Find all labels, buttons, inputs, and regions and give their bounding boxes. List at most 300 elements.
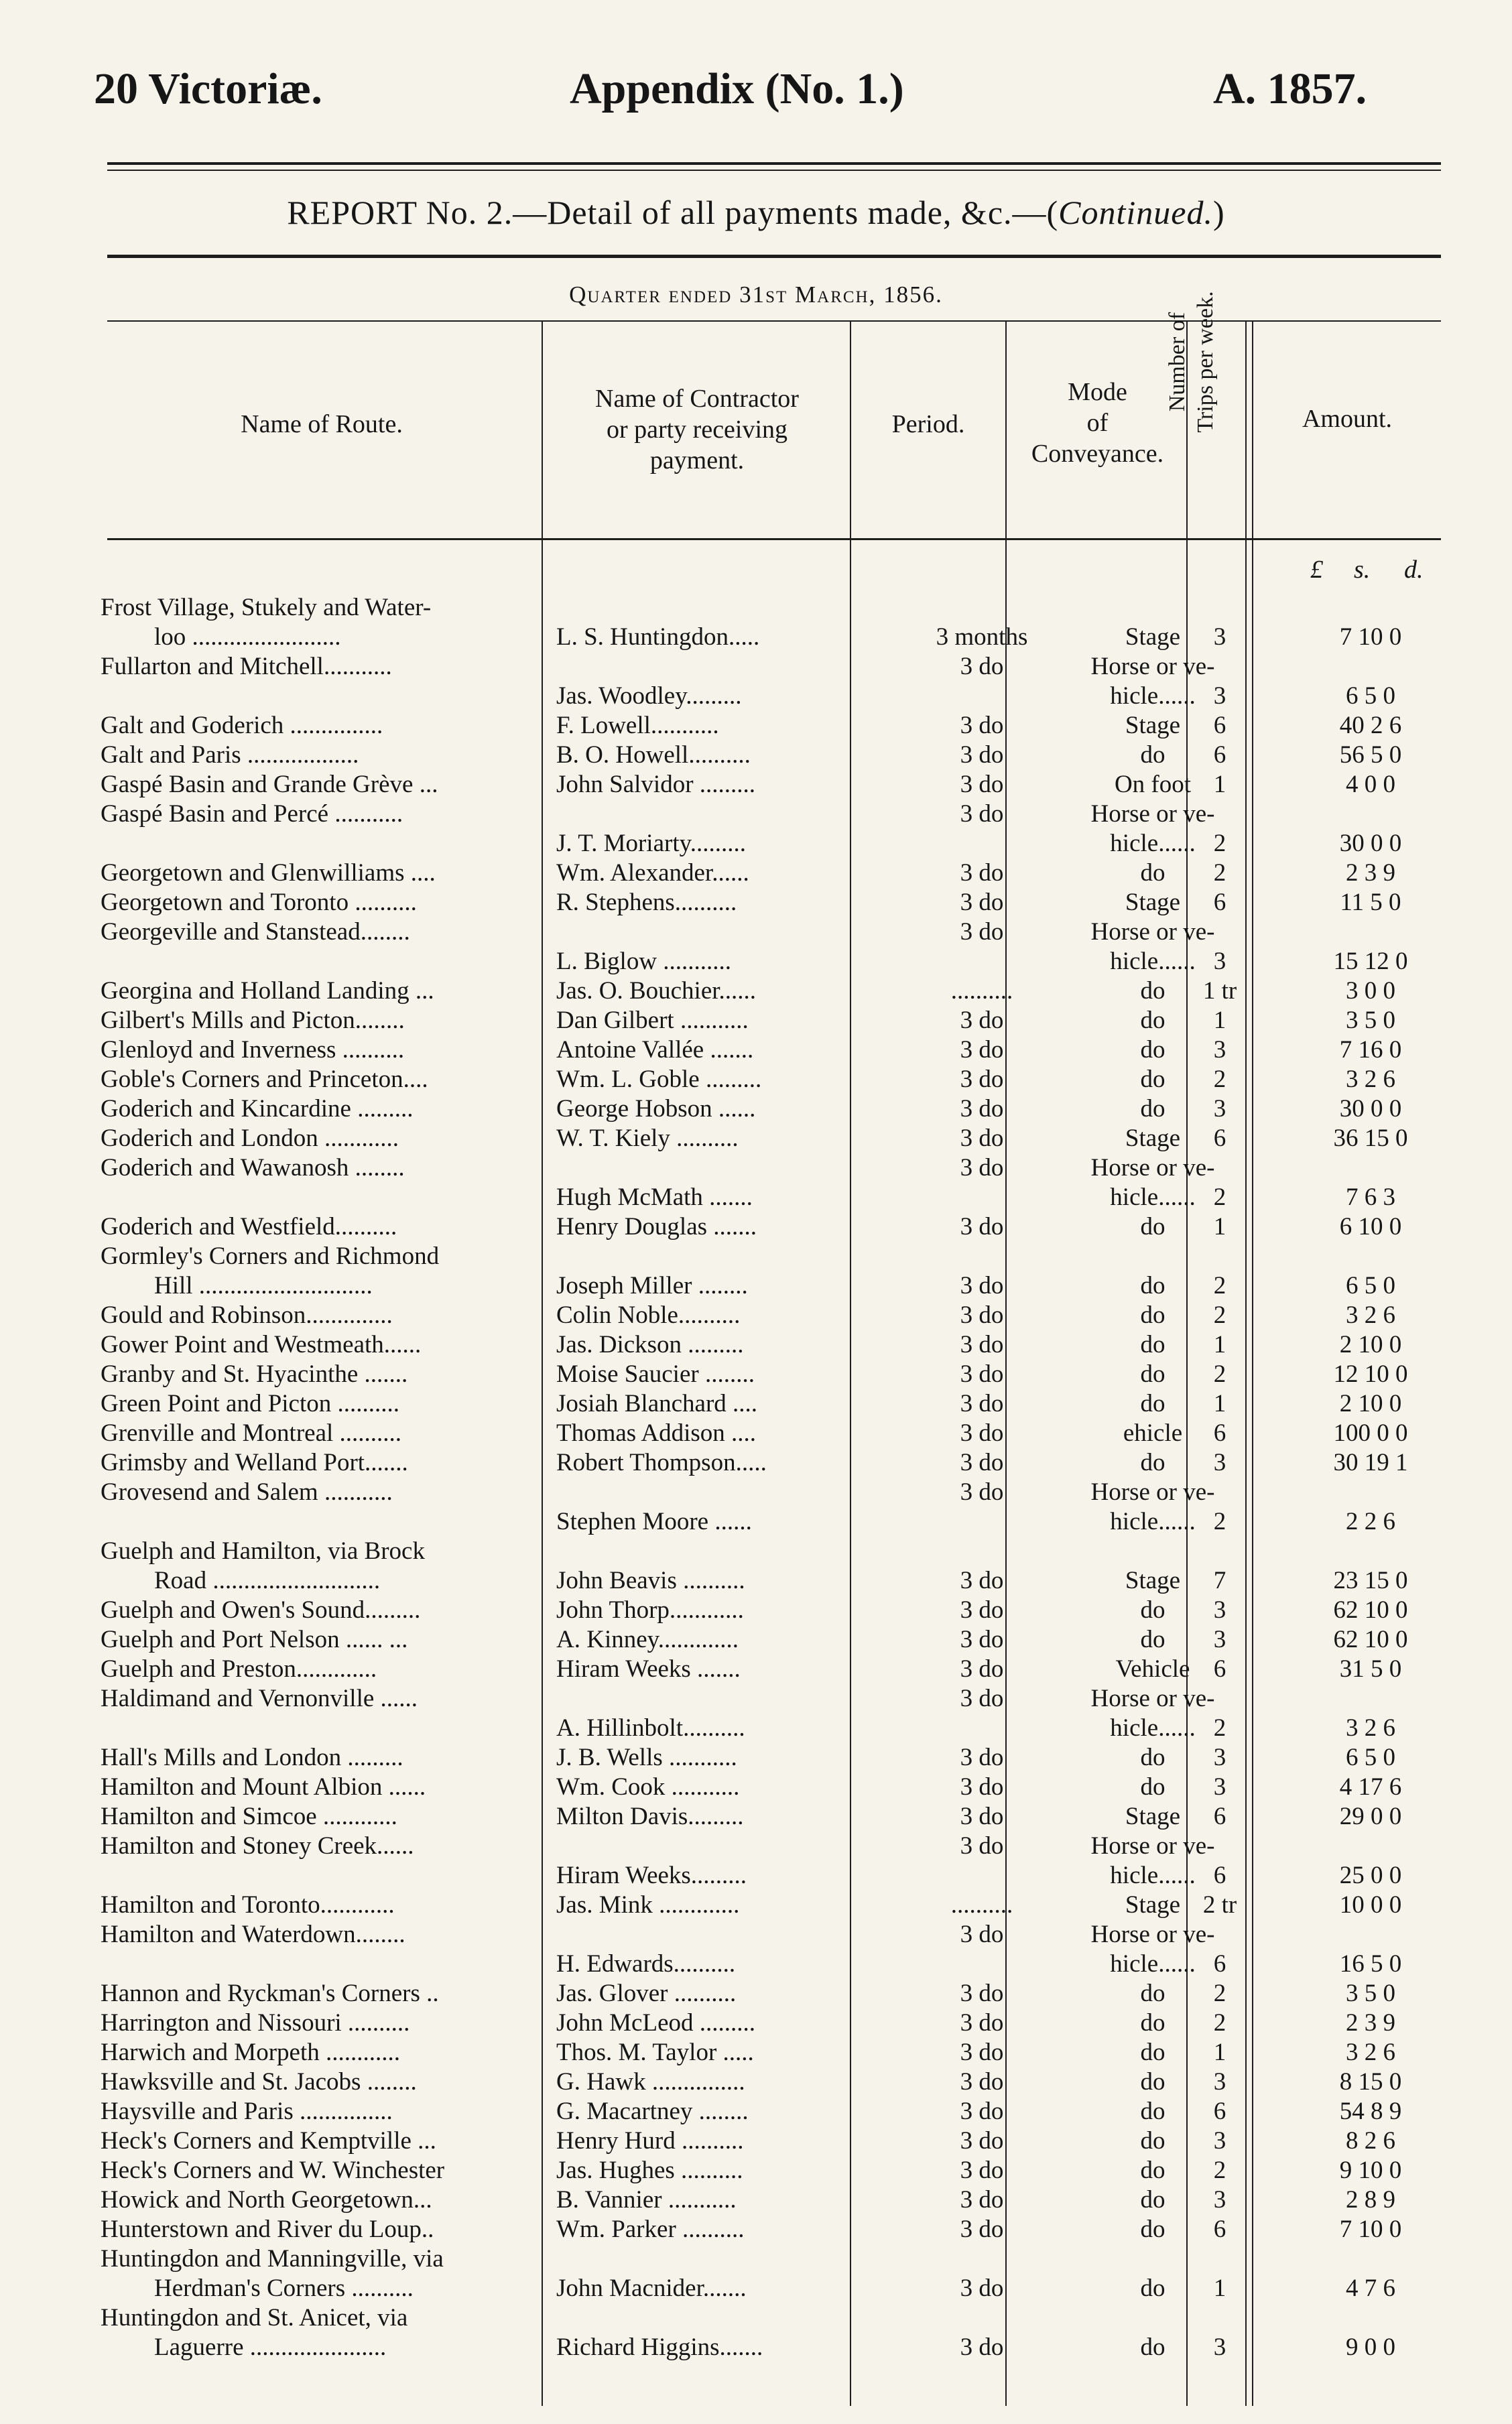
contractor-name: Hiram Weeks.........	[556, 1862, 747, 1889]
table-row	[101, 2008, 1448, 2038]
amount: 62 10 0	[1333, 1626, 1408, 1653]
route-name: loo ........................	[154, 623, 341, 651]
period: ..........	[950, 1891, 1013, 1919]
route-name: Gilbert's Mills and Picton........	[101, 1007, 405, 1034]
trips-per-week: 3	[1213, 1449, 1226, 1476]
conveyance-mode: do	[1140, 1390, 1166, 1417]
conveyance-mode: do	[1140, 1596, 1166, 1624]
amount: 12 10 0	[1333, 1360, 1408, 1388]
amount: 36 15 0	[1333, 1125, 1408, 1152]
route-name: Heck's Corners and W. Winchester	[101, 2157, 445, 2184]
conveyance-mode: Horse or ve-	[1090, 1832, 1215, 1860]
conveyance-mode: do	[1140, 1066, 1166, 1093]
conveyance-mode: do	[1140, 2009, 1166, 2037]
conveyance-mode: hicle......	[1110, 948, 1196, 975]
table-row	[101, 888, 1448, 917]
conveyance-mode: do	[1140, 1449, 1166, 1476]
period: 3 do	[960, 712, 1004, 739]
trips-per-week: 2	[1213, 2009, 1226, 2037]
contractor-name: Joseph Miller ........	[556, 1272, 748, 1299]
route-name: Hamilton and Stoney Creek......	[101, 1832, 414, 1860]
route-name: Howick and North Georgetown...	[101, 2186, 432, 2214]
conveyance-mode: do	[1140, 1773, 1166, 1801]
table-row	[101, 1920, 1448, 1979]
route-name: Herdman's Corners ..........	[154, 2275, 414, 2302]
amount: 30 19 1	[1333, 1449, 1408, 1476]
amount: 3 2 6	[1346, 1301, 1395, 1329]
trips-per-week: 3	[1213, 1744, 1226, 1771]
trips-per-week: 1	[1213, 1390, 1226, 1417]
amount: 2 10 0	[1339, 1390, 1402, 1417]
amount: 30 0 0	[1339, 1095, 1402, 1123]
trips-per-week: 3	[1213, 2127, 1226, 2155]
contractor-name: Henry Hurd ..........	[556, 2127, 744, 2155]
contractor-name: A. Hillinbolt..........	[556, 1714, 745, 1742]
period: 3 do	[960, 2098, 1004, 2125]
trips-per-week: 7	[1213, 1567, 1226, 1594]
period: 3 do	[960, 1478, 1004, 1506]
trips-per-week: 6	[1213, 889, 1226, 916]
trips-per-week: 3	[1213, 682, 1226, 710]
contractor-name: J. B. Wells ...........	[556, 1744, 737, 1771]
route-name: Hawksville and St. Jacobs ........	[101, 2068, 417, 2096]
conveyance-mode: Stage	[1125, 1803, 1181, 1830]
route-name: Haldimand and Vernonville ......	[101, 1685, 418, 1712]
amount: 6 5 0	[1346, 682, 1395, 710]
contractor-name: W. T. Kiely ..........	[556, 1125, 739, 1152]
contractor-name: Wm. Parker ..........	[556, 2216, 745, 2243]
table-row	[101, 2156, 1448, 2185]
conveyance-mode: hicle......	[1110, 830, 1196, 857]
contractor-name: Antoine Vallée .......	[556, 1036, 754, 1064]
conveyance-mode: Stage	[1125, 889, 1181, 916]
conveyance-mode: do	[1140, 2275, 1166, 2302]
trips-per-week: 1	[1213, 2039, 1226, 2066]
conveyance-mode: hicle......	[1110, 1714, 1196, 1742]
conveyance-mode: Horse or ve-	[1090, 1154, 1215, 1182]
period: 3 do	[960, 1980, 1004, 2007]
period: 3 do	[960, 1449, 1004, 1476]
trips-per-week: 3	[1213, 2068, 1226, 2096]
conveyance-mode: Horse or ve-	[1090, 653, 1215, 680]
col-head-trips: Number of Trips per week.	[1165, 291, 1218, 433]
contractor-name: G. Macartney ........	[556, 2098, 749, 2125]
conveyance-mode: Stage	[1125, 1567, 1181, 1594]
table-row	[101, 1625, 1448, 1655]
report-title: REPORT No. 2.—Detail of all payments made, &c.—(Continued.)	[287, 194, 1225, 231]
route-name: Goderich and Kincardine .........	[101, 1095, 414, 1123]
trips-per-week: 1	[1213, 1007, 1226, 1034]
route-name: Guelph and Preston.............	[101, 1655, 377, 1683]
table-row	[101, 1743, 1448, 1773]
route-name: Fullarton and Mitchell...........	[101, 653, 392, 680]
route-name: Grenville and Montreal ..........	[101, 1419, 402, 1447]
route-name: Gormley's Corners and Richmond	[101, 1242, 440, 1270]
route-name: Guelph and Port Nelson ...... ...	[101, 1626, 408, 1653]
trips-per-week: 3	[1213, 1773, 1226, 1801]
period: 3 do	[960, 1331, 1004, 1358]
amount: 2 10 0	[1339, 1331, 1402, 1358]
amount: 30 0 0	[1339, 830, 1402, 857]
report-continued: Continued.	[1058, 194, 1213, 231]
contractor-name: John Thorp............	[556, 1596, 744, 1624]
trips-per-week: 6	[1213, 2098, 1226, 2125]
route-name: Goderich and Westfield..........	[101, 1213, 397, 1240]
period: 3 do	[960, 1272, 1004, 1299]
trips-per-week: 2	[1213, 859, 1226, 887]
table-row	[101, 1094, 1448, 1124]
period: 3 do	[960, 2127, 1004, 2155]
table-row	[101, 1389, 1448, 1419]
amount: 7 10 0	[1339, 2216, 1402, 2243]
contractor-name: J. T. Moriarty.........	[556, 830, 746, 857]
amount: 6 5 0	[1346, 1272, 1395, 1299]
period: 3 do	[960, 1773, 1004, 1801]
period: 3 do	[960, 1095, 1004, 1123]
col-head-period: Period.	[891, 410, 965, 438]
period: 3 do	[960, 2275, 1004, 2302]
conveyance-mode: On foot	[1114, 771, 1192, 798]
table-row	[101, 2126, 1448, 2156]
contractor-name: Robert Thompson.....	[556, 1449, 767, 1476]
amount: 23 15 0	[1333, 1567, 1408, 1594]
route-name: Gaspé Basin and Grande Grève ...	[101, 771, 438, 798]
conveyance-mode: Horse or ve-	[1090, 1921, 1215, 1948]
route-name: Harwich and Morpeth ............	[101, 2039, 400, 2066]
trips-per-week: 2 tr	[1202, 1891, 1237, 1919]
route-name: Huntingdon and St. Anicet, via	[101, 2304, 408, 2332]
trips-per-week: 2	[1213, 1184, 1226, 1211]
table-row	[101, 2038, 1448, 2067]
conveyance-mode: Horse or ve-	[1090, 1685, 1215, 1712]
amount: 9 0 0	[1346, 2334, 1395, 2361]
table-row	[101, 917, 1448, 976]
conveyance-mode: do	[1140, 1331, 1166, 1358]
amount: 8 2 6	[1346, 2127, 1395, 2155]
contractor-name: Richard Higgins.......	[556, 2334, 763, 2361]
conveyance-mode: Stage	[1125, 623, 1181, 651]
amount: 25 0 0	[1339, 1862, 1402, 1889]
contractor-name: Hiram Weeks .......	[556, 1655, 741, 1683]
route-name: Laguerre ......................	[154, 2334, 387, 2361]
period: 3 do	[960, 1213, 1004, 1240]
trips-per-week: 2	[1213, 1714, 1226, 1742]
table-row	[101, 1773, 1448, 1802]
conveyance-mode: do	[1140, 2216, 1166, 2243]
table-row	[101, 1832, 1448, 1891]
trips-per-week: 3	[1213, 623, 1226, 651]
route-name: Granby and St. Hyacinthe .......	[101, 1360, 408, 1388]
col-head-route: Name of Route.	[241, 410, 403, 438]
contractor-name: R. Stephens..........	[556, 889, 737, 916]
conveyance-mode: Horse or ve-	[1090, 1478, 1215, 1506]
trips-per-week: 2	[1213, 830, 1226, 857]
table-row	[101, 1065, 1448, 1094]
conveyance-mode: hicle......	[1110, 1950, 1196, 1978]
amount: 2 3 9	[1346, 859, 1395, 887]
contractor-name: Moise Saucier ........	[556, 1360, 755, 1388]
trips-per-week: 2	[1213, 1980, 1226, 2007]
period: 3 do	[960, 1685, 1004, 1712]
contractor-name: Henry Douglas .......	[556, 1213, 757, 1240]
contractor-name: Jas. Hughes ..........	[556, 2157, 743, 2184]
table-row	[101, 1330, 1448, 1360]
amount: 2 8 9	[1346, 2186, 1395, 2214]
table-row	[101, 1979, 1448, 2008]
title-rule	[107, 255, 1441, 258]
contractor-name: George Hobson ......	[556, 1095, 756, 1123]
trips-per-week: 2	[1213, 1272, 1226, 1299]
contractor-name: Jas. O. Bouchier......	[556, 977, 757, 1005]
route-name: Georgina and Holland Landing ...	[101, 977, 434, 1005]
contractor-name: John McLeod .........	[556, 2009, 755, 2037]
amount: 54 8 9	[1339, 2098, 1402, 2125]
route-name: Hamilton and Waterdown........	[101, 1921, 405, 1948]
conveyance-mode: do	[1140, 2068, 1166, 2096]
header-left: 20 Victoriæ.	[94, 64, 322, 113]
amount: 7 10 0	[1339, 623, 1402, 651]
amount: 56 5 0	[1339, 741, 1402, 769]
table-row	[101, 1478, 1448, 1537]
contractor-name: John Salvidor .........	[556, 771, 756, 798]
table-row	[101, 1360, 1448, 1389]
conveyance-mode: hicle......	[1110, 1862, 1196, 1889]
route-name: Green Point and Picton ..........	[101, 1390, 400, 1417]
amount: 31 5 0	[1339, 1655, 1402, 1683]
trips-per-week: 1	[1213, 1213, 1226, 1240]
amount: 4 0 0	[1346, 771, 1395, 798]
amount: 7 6 3	[1346, 1184, 1395, 1211]
payments-table	[101, 593, 1448, 2362]
period: 3 do	[960, 2009, 1004, 2037]
trips-per-week: 3	[1213, 1095, 1226, 1123]
amount: 10 0 0	[1339, 1891, 1402, 1919]
conveyance-mode: Stage	[1125, 1891, 1181, 1919]
contractor-name: L. S. Huntingdon.....	[556, 623, 760, 651]
trips-per-week: 2	[1213, 1508, 1226, 1535]
table-row	[101, 1153, 1448, 1212]
table-row	[101, 1035, 1448, 1065]
trips-per-week: 6	[1213, 1950, 1226, 1978]
header-center: Appendix (No. 1.)	[570, 64, 904, 113]
unit-pounds: £	[1310, 556, 1323, 584]
table-row	[101, 1891, 1448, 1920]
amount: 4 17 6	[1339, 1773, 1402, 1801]
contractor-name: G. Hawk ...............	[556, 2068, 745, 2096]
route-name: Gaspé Basin and Percé ...........	[101, 800, 403, 828]
period: 3 do	[960, 889, 1004, 916]
route-name: Frost Village, Stukely and Water-	[101, 594, 432, 621]
col-head-contractor: Name of Contractor or party receiving payment.	[595, 385, 799, 474]
period: 3 do	[960, 1390, 1004, 1417]
contractor-name: Wm. Cook ...........	[556, 1773, 740, 1801]
conveyance-mode: do	[1140, 859, 1166, 887]
route-name: Hamilton and Toronto............	[101, 1891, 395, 1919]
amount: 6 10 0	[1339, 1213, 1402, 1240]
table-row	[101, 2067, 1448, 2097]
route-name: Guelph and Owen's Sound.........	[101, 1596, 421, 1624]
table-row	[101, 1802, 1448, 1832]
amount: 3 0 0	[1346, 977, 1395, 1005]
amount: 7 16 0	[1339, 1036, 1402, 1064]
trips-per-week: 6	[1213, 1862, 1226, 1889]
table-row	[101, 741, 1448, 770]
table-row	[101, 2244, 1448, 2303]
trips-per-week: 6	[1213, 1803, 1226, 1830]
conveyance-mode: Stage	[1125, 1125, 1181, 1152]
period: 3 do	[960, 859, 1004, 887]
table-row	[101, 2303, 1448, 2362]
table-row	[101, 2185, 1448, 2215]
trips-per-week: 1	[1213, 771, 1226, 798]
conveyance-mode: hicle......	[1110, 1184, 1196, 1211]
period: 3 do	[960, 1744, 1004, 1771]
period: 3 do	[960, 2039, 1004, 2066]
amount: 3 2 6	[1346, 1066, 1395, 1093]
route-name: Road ...........................	[154, 1567, 381, 1594]
table-row	[101, 800, 1448, 858]
trips-per-week: 6	[1213, 2216, 1226, 2243]
conveyance-mode: do	[1140, 2127, 1166, 2155]
table-row	[101, 1212, 1448, 1242]
trips-per-week: 3	[1213, 1596, 1226, 1624]
trips-per-week: 2	[1213, 1360, 1226, 1388]
amount: 3 2 6	[1346, 2039, 1395, 2066]
table-row	[101, 858, 1448, 888]
contractor-name: L. Biglow ...........	[556, 948, 732, 975]
contractor-name: Thomas Addison ....	[556, 1419, 757, 1447]
top-rule-2	[107, 170, 1441, 171]
conveyance-mode: do	[1140, 1626, 1166, 1653]
amount: 29 0 0	[1339, 1803, 1402, 1830]
period: 3 do	[960, 918, 1004, 946]
table-row	[101, 976, 1448, 1006]
period: 3 do	[960, 1007, 1004, 1034]
amount: 2 3 9	[1346, 2009, 1395, 2037]
contractor-name: H. Edwards..........	[556, 1950, 736, 1978]
route-name: Grimsby and Welland Port.......	[101, 1449, 408, 1476]
table-row	[101, 1124, 1448, 1153]
period: 3 do	[960, 1036, 1004, 1064]
period: 3 do	[960, 2186, 1004, 2214]
period: 3 do	[960, 1301, 1004, 1329]
contractor-name: F. Lowell...........	[556, 712, 719, 739]
conveyance-mode: do	[1140, 1980, 1166, 2007]
table-row	[101, 593, 1448, 652]
contractor-name: Stephen Moore ......	[556, 1508, 752, 1535]
period: 3 do	[960, 1626, 1004, 1653]
table-row	[101, 2097, 1448, 2126]
period: ..........	[950, 977, 1013, 1005]
contractor-name: Josiah Blanchard ....	[556, 1390, 758, 1417]
route-name: Harrington and Nissouri ..........	[101, 2009, 410, 2037]
contractor-name: Jas. Dickson .........	[556, 1331, 744, 1358]
period: 3 months	[936, 623, 1028, 651]
route-name: Haysville and Paris ...............	[101, 2098, 393, 2125]
conveyance-mode: hicle......	[1110, 1508, 1196, 1535]
route-name: Hannon and Ryckman's Corners ..	[101, 1980, 439, 2007]
table-row	[101, 1006, 1448, 1035]
trips-per-week: 1	[1213, 1331, 1226, 1358]
contractor-name: John Beavis ..........	[556, 1567, 745, 1594]
contractor-name: Wm. Alexander......	[556, 859, 749, 887]
period: 3 do	[960, 2334, 1004, 2361]
route-name: Hunterstown and River du Loup..	[101, 2216, 434, 2243]
period: 3 do	[960, 1596, 1004, 1624]
route-name: Goderich and Wawanosh ........	[101, 1154, 405, 1182]
unit-pence: d.	[1404, 556, 1424, 584]
amount: 40 2 6	[1339, 712, 1402, 739]
amount: 4 7 6	[1346, 2275, 1395, 2302]
period: 3 do	[960, 653, 1004, 680]
period: 3 do	[960, 1803, 1004, 1830]
trips-per-week: 3	[1213, 2186, 1226, 2214]
trips-per-week: 3	[1213, 1626, 1226, 1653]
table-row	[101, 1301, 1448, 1330]
conveyance-mode: Vehicle	[1115, 1655, 1190, 1683]
table-row	[101, 1684, 1448, 1743]
header-right: A. 1857.	[1213, 64, 1367, 113]
conveyance-mode: Stage	[1125, 712, 1181, 739]
trips-per-week: 6	[1213, 1655, 1226, 1683]
route-name: Gould and Robinson..............	[101, 1301, 393, 1329]
col-head-mode: Mode of Conveyance.	[1031, 378, 1164, 468]
table-row	[101, 2215, 1448, 2244]
conveyance-mode: do	[1140, 1360, 1166, 1388]
table-row	[101, 1537, 1448, 1596]
amount: 100 0 0	[1333, 1419, 1408, 1447]
conveyance-mode: do	[1140, 1301, 1166, 1329]
route-name: Goderich and London ............	[101, 1125, 399, 1152]
conveyance-mode: do	[1140, 2186, 1166, 2214]
top-rule-1	[107, 162, 1441, 165]
conveyance-mode: do	[1140, 1213, 1166, 1240]
amount: 62 10 0	[1333, 1596, 1408, 1624]
route-name: Georgeville and Stanstead........	[101, 918, 410, 946]
route-name: Guelph and Hamilton, via Brock	[101, 1537, 425, 1565]
amount: 3 5 0	[1346, 1007, 1395, 1034]
contractor-name: Jas. Woodley.........	[556, 682, 742, 710]
contractor-name: Dan Gilbert ...........	[556, 1007, 749, 1034]
trips-per-week: 3	[1213, 2334, 1226, 2361]
route-name: Huntingdon and Manningville, via	[101, 2245, 444, 2273]
contractor-name: A. Kinney.............	[556, 1626, 739, 1653]
period: 3 do	[960, 800, 1004, 828]
trips-per-week: 2	[1213, 1301, 1226, 1329]
table-row	[101, 1655, 1448, 1684]
quarter-heading: Quarter ended 31st March, 1856.	[569, 281, 943, 308]
table-row	[101, 711, 1448, 741]
route-name: Georgetown and Glenwilliams ....	[101, 859, 436, 887]
period: 3 do	[960, 1567, 1004, 1594]
trips-per-week: 2	[1213, 1066, 1226, 1093]
contractor-name: Jas. Mink .............	[556, 1891, 740, 1919]
amount: 6 5 0	[1346, 1744, 1395, 1771]
route-name: Grovesend and Salem ...........	[101, 1478, 393, 1506]
trips-per-week: 1 tr	[1202, 977, 1237, 1005]
period: 3 do	[960, 1360, 1004, 1388]
conveyance-mode: do	[1140, 1095, 1166, 1123]
conveyance-mode: ehicle	[1123, 1419, 1183, 1447]
table-row	[101, 1242, 1448, 1301]
trips-per-week: 6	[1213, 712, 1226, 739]
conveyance-mode: do	[1140, 1272, 1166, 1299]
period: 3 do	[960, 1921, 1004, 1948]
trips-per-week: 6	[1213, 1419, 1226, 1447]
route-name: Heck's Corners and Kemptville ...	[101, 2127, 436, 2155]
table-row	[101, 1448, 1448, 1478]
contractor-name: John Macnider.......	[556, 2275, 747, 2302]
